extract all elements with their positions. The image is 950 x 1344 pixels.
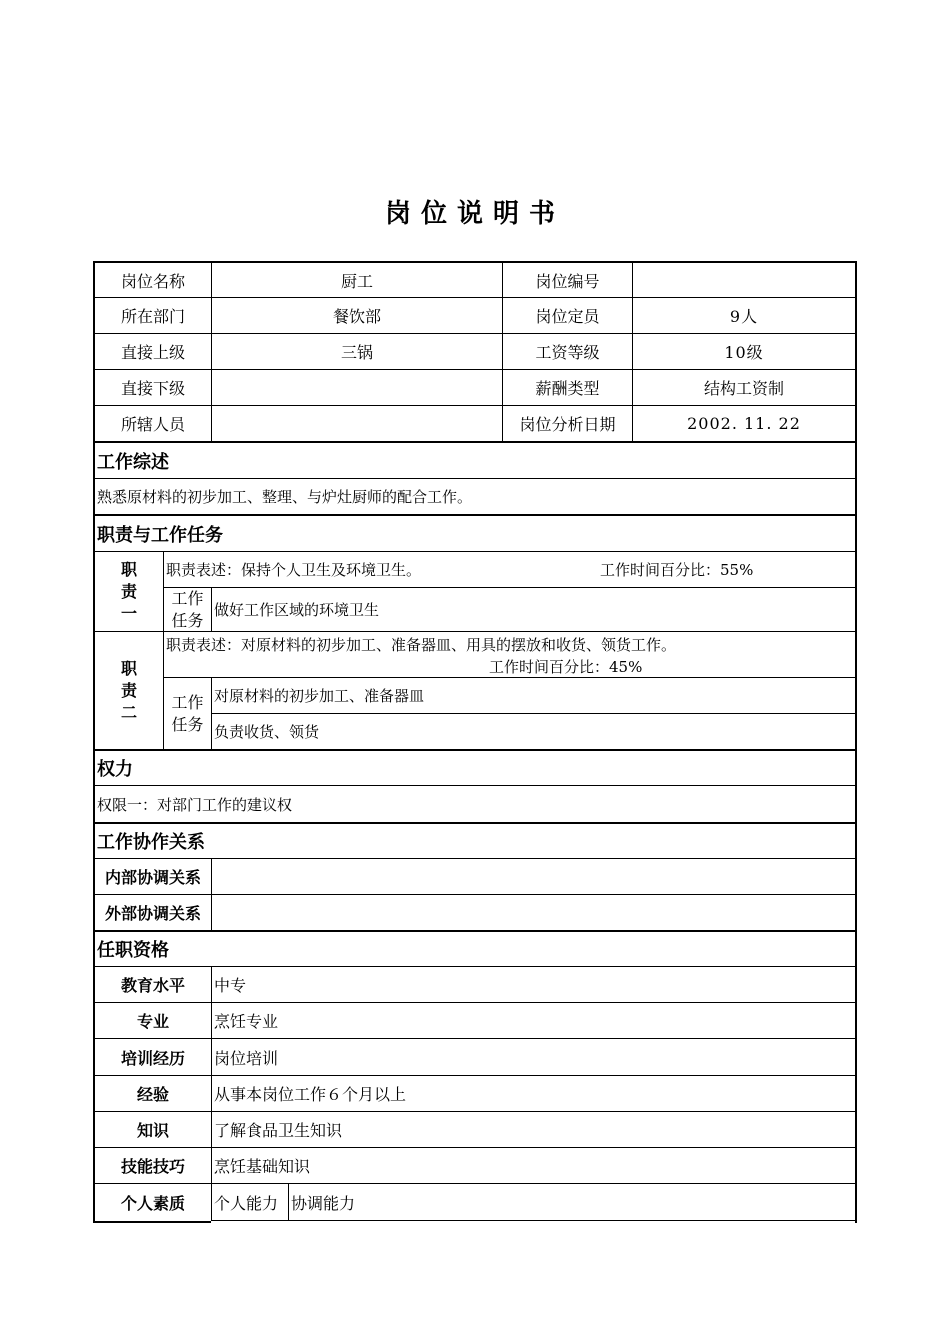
skill-label: 技能技巧	[120, 1157, 185, 1176]
experience-label: 经验	[136, 1085, 169, 1104]
summary-heading: 工作综述	[97, 451, 169, 473]
authority-heading: 权力	[97, 759, 133, 780]
grade-label: 工资等级	[535, 343, 600, 362]
pay-type-value: 结构工资制	[703, 379, 784, 398]
duty2-percent: 工作时间百分比：45%	[489, 657, 643, 676]
post-no-label: 岗位编号	[535, 271, 600, 291]
duties-heading: 职责与工作任务	[97, 524, 223, 546]
summary-text: 熟悉原材料的初步加工、整理、与炉灶厨师的配合工作。	[97, 488, 473, 506]
post-no-value	[633, 263, 855, 297]
analysis-date-value: 2002. 11. 22	[687, 414, 801, 433]
dept-label: 所在部门	[120, 307, 185, 326]
knowledge-value: 了解食品卫生知识	[214, 1121, 343, 1140]
skill-value: 烹饪基础知识	[214, 1157, 311, 1176]
quota-label: 岗位定员	[535, 307, 600, 326]
duty2-label: 职 责 二	[120, 658, 137, 722]
duty1-percent: 工作时间百分比：55%	[600, 561, 754, 579]
education-value: 中专	[214, 976, 247, 995]
duty2-desc: 职责表述：对原材料的初步加工、准备器皿、用具的摆放和收货、领货工作。	[166, 635, 677, 654]
quota-value: 9人	[729, 307, 759, 326]
relations-heading: 工作协作关系	[97, 832, 205, 853]
analysis-date-label: 岗位分析日期	[519, 415, 616, 434]
major-label: 专业	[136, 1012, 169, 1031]
duty1-label: 职 责 一	[120, 559, 137, 623]
personal-ability-value: 协调能力	[291, 1193, 356, 1213]
knowledge-label: 知识	[136, 1121, 169, 1140]
authority-text: 权限一：对部门工作的建议权	[97, 795, 293, 814]
external-relations-value	[212, 895, 854, 930]
post-name-value: 厨工	[340, 271, 373, 291]
internal-relations-value	[212, 859, 854, 894]
staff-label: 所辖人员	[120, 415, 185, 434]
external-relations-label: 外部协调关系	[104, 904, 201, 923]
duty2-task-label: 工作 任务	[171, 692, 204, 734]
subordinate-label: 直接下级	[120, 379, 185, 398]
staff-value	[212, 406, 502, 441]
superior-value: 三锅	[340, 343, 373, 362]
major-value: 烹饪专业	[214, 1012, 279, 1031]
duty1-task-label: 工作 任务	[171, 588, 204, 630]
pay-type-label: 薪酬类型	[535, 379, 600, 398]
duty2-task-2: 负责收货、领货	[214, 723, 320, 741]
duty1-desc: 职责表述：保持个人卫生及环境卫生。	[166, 561, 422, 579]
personal-quality-label: 个人素质	[120, 1194, 185, 1213]
training-label: 培训经历	[120, 1048, 185, 1068]
post-name-label: 岗位名称	[120, 271, 185, 291]
page-title: 岗位说明书	[384, 199, 565, 229]
experience-value: 从事本岗位工作６个月以上	[214, 1085, 407, 1104]
job-description-form	[93, 261, 857, 1223]
education-label: 教育水平	[120, 976, 185, 995]
dept-value: 餐饮部	[332, 307, 381, 326]
qualifications-heading: 任职资格	[97, 940, 169, 961]
training-value: 岗位培训	[214, 1048, 279, 1068]
internal-relations-label: 内部协调关系	[104, 868, 201, 887]
superior-label: 直接上级	[120, 343, 185, 362]
personal-ability-label: 个人能力	[214, 1193, 279, 1213]
subordinate-value	[212, 370, 502, 405]
duty1-task-1: 做好工作区域的环境卫生	[214, 601, 380, 619]
duty2-task-1: 对原材料的初步加工、准备器皿	[214, 687, 425, 705]
grade-value: 10级	[724, 343, 764, 362]
